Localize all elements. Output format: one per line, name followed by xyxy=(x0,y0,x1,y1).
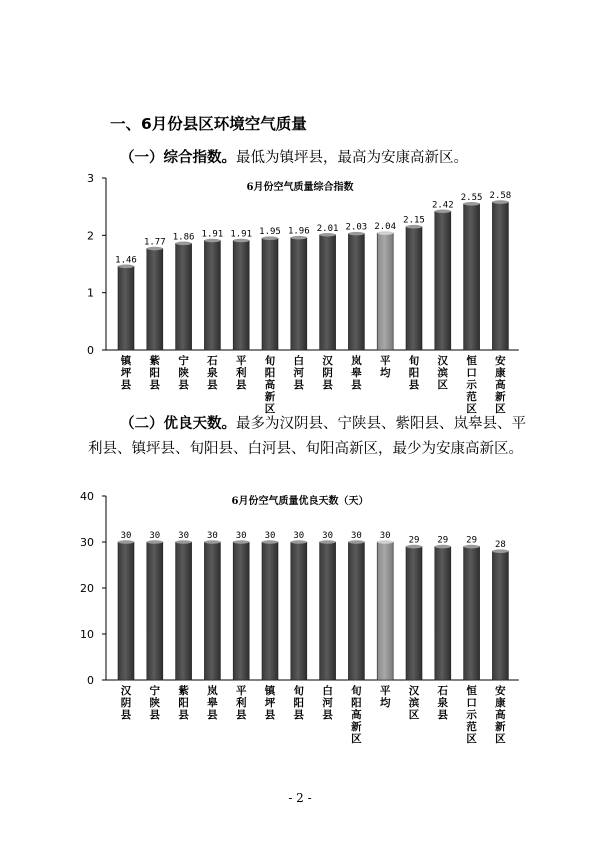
category-label-char: 区 xyxy=(264,403,276,415)
data-label: 28 xyxy=(494,540,506,551)
category-label-char: 高 xyxy=(351,709,362,721)
category-label-char: 县 xyxy=(322,709,333,721)
category-label-char: 利 xyxy=(235,367,247,379)
category-label-char: 县 xyxy=(149,709,161,721)
category-label-char: 县 xyxy=(264,709,276,721)
category-label-char: 陕 xyxy=(149,697,161,709)
category-label-char: 阴 xyxy=(120,697,132,709)
category-label-char: 岚 xyxy=(351,355,362,367)
category-label-char: 安 xyxy=(495,355,506,367)
data-label: 1.96 xyxy=(287,226,310,237)
category-label-char: 紫 xyxy=(178,685,189,697)
bar xyxy=(348,234,364,350)
bar xyxy=(262,542,278,680)
category-label-char: 县 xyxy=(207,709,218,721)
category-label-char: 利 xyxy=(235,697,247,709)
data-label: 30 xyxy=(178,531,190,541)
category-label-char: 县 xyxy=(178,709,189,721)
category-label-char: 平 xyxy=(379,685,391,697)
bar xyxy=(262,238,278,350)
bar xyxy=(406,227,422,350)
data-label: 30 xyxy=(379,531,391,541)
data-label: 29 xyxy=(408,535,420,546)
page-number: - 2 - xyxy=(288,791,312,805)
data-label: 30 xyxy=(235,531,247,541)
category-label-char: 县 xyxy=(120,379,132,391)
category-label-char: 石 xyxy=(437,685,449,697)
category-label-char: 范 xyxy=(466,391,477,403)
category-label-char: 县 xyxy=(351,379,362,391)
data-label: 2.04 xyxy=(374,222,397,233)
category-label-char: 高 xyxy=(264,379,276,391)
category-label-char: 阳 xyxy=(293,697,305,709)
category-label-char: 汉 xyxy=(322,355,333,367)
bar xyxy=(320,235,336,350)
bar xyxy=(435,547,451,680)
section-title: 一、6月份县区环境空气质量 xyxy=(110,115,307,133)
bar xyxy=(147,249,163,350)
data-label: 2.01 xyxy=(316,223,339,234)
data-label: 30 xyxy=(149,531,161,541)
bar xyxy=(176,243,192,350)
bar xyxy=(435,211,451,350)
bar xyxy=(464,547,480,680)
y-tick-label: 1 xyxy=(87,286,94,300)
category-label-char: 新 xyxy=(495,721,506,733)
category-label-char: 口 xyxy=(466,697,477,709)
bar xyxy=(118,266,134,350)
category-label-char: 石 xyxy=(207,355,218,367)
data-label: 30 xyxy=(120,531,132,541)
category-label-char: 镇 xyxy=(120,355,132,367)
category-label-char: 滨 xyxy=(437,367,449,379)
data-label: 2.15 xyxy=(403,215,425,226)
category-label-char: 坪 xyxy=(120,367,132,379)
paragraph-body: 最多为汉阴县、宁陕县、紫阳县、岚皋县、平利县、镇坪县、旬阳县、白河县、旬阳高新区，最少为安康高新区。 xyxy=(88,416,526,457)
category-label-char: 高 xyxy=(495,709,506,721)
y-tick-label: 30 xyxy=(80,536,94,549)
category-label-char: 阴 xyxy=(322,367,333,379)
bar xyxy=(233,240,249,350)
category-label-char: 县 xyxy=(322,379,333,391)
category-label-char: 区 xyxy=(466,733,477,745)
category-label-char: 平 xyxy=(379,355,391,367)
data-label: 1.86 xyxy=(172,232,195,243)
category-label-char: 均 xyxy=(379,367,391,379)
bar xyxy=(176,542,192,680)
data-label: 30 xyxy=(293,531,305,541)
category-label-char: 阳 xyxy=(264,367,276,379)
category-label-char: 旬 xyxy=(408,355,420,367)
category-label-char: 均 xyxy=(379,697,391,709)
y-tick-label: 10 xyxy=(80,628,94,641)
category-label-char: 汉 xyxy=(408,685,420,697)
category-label-char: 旬 xyxy=(264,355,276,367)
category-label-char: 口 xyxy=(466,367,477,379)
category-label-char: 示 xyxy=(466,379,477,391)
data-label: 30 xyxy=(350,531,362,541)
category-label-char: 河 xyxy=(293,367,305,379)
data-label: 2.42 xyxy=(431,200,454,211)
y-tick-label: 0 xyxy=(87,674,94,687)
category-label-char: 白 xyxy=(293,355,305,367)
bar xyxy=(492,202,508,350)
bar xyxy=(406,547,422,680)
good-days-chart xyxy=(0,484,600,744)
category-label-char: 县 xyxy=(235,379,247,391)
data-label: 29 xyxy=(466,535,478,546)
bar xyxy=(348,542,364,680)
paragraph-lead: （一）综合指数。 xyxy=(120,149,236,166)
category-label-char: 新 xyxy=(495,391,506,403)
category-label-char: 示 xyxy=(466,709,477,721)
category-label-char: 县 xyxy=(178,379,189,391)
data-label: 1.91 xyxy=(201,229,224,240)
category-label-char: 汉 xyxy=(120,685,132,697)
y-tick-label: 3 xyxy=(87,172,94,185)
category-label-char: 阳 xyxy=(351,697,362,709)
category-label-char: 区 xyxy=(495,403,506,415)
y-tick-label: 0 xyxy=(87,344,94,357)
bar xyxy=(377,542,393,680)
chart-title: 6月份空气质量优良天数（天） xyxy=(231,496,369,507)
category-label-char: 河 xyxy=(322,697,333,709)
data-label: 2.55 xyxy=(460,192,483,203)
category-label-char: 康 xyxy=(495,697,506,709)
category-label-char: 县 xyxy=(207,379,218,391)
data-label: 29 xyxy=(437,535,449,546)
bar xyxy=(492,551,508,680)
paragraph-composite-index xyxy=(120,146,468,167)
category-label-char: 平 xyxy=(235,355,247,367)
paragraph-indent xyxy=(88,416,120,432)
y-tick-label: 2 xyxy=(87,229,94,243)
category-label-char: 滨 xyxy=(408,697,420,709)
category-label-char: 旬 xyxy=(293,685,305,697)
category-label-char: 坪 xyxy=(264,697,276,709)
category-label-char: 皋 xyxy=(351,367,362,379)
bar xyxy=(464,204,480,350)
data-label: 1.95 xyxy=(259,227,281,238)
category-label-char: 区 xyxy=(351,733,362,745)
category-label-char: 县 xyxy=(120,709,132,721)
paragraph-good-days xyxy=(88,411,528,462)
category-label-char: 康 xyxy=(495,367,506,379)
data-label: 1.46 xyxy=(115,255,137,266)
bar xyxy=(377,233,393,350)
bar xyxy=(147,542,163,680)
category-label-char: 宁 xyxy=(178,355,189,367)
category-label-char: 紫 xyxy=(149,355,161,367)
bar xyxy=(118,542,134,680)
category-label-char: 县 xyxy=(149,379,161,391)
category-label-char: 平 xyxy=(235,685,247,697)
category-label-char: 旬 xyxy=(351,685,362,697)
category-label-char: 范 xyxy=(466,721,477,733)
bar xyxy=(291,542,307,680)
category-label-char: 阳 xyxy=(149,367,161,379)
category-label-char: 区 xyxy=(437,379,449,391)
category-label-char: 县 xyxy=(408,379,420,391)
data-label: 30 xyxy=(206,531,218,541)
bar xyxy=(291,238,307,350)
category-label-char: 阳 xyxy=(178,697,189,709)
data-label: 2.03 xyxy=(345,222,368,233)
data-label: 1.77 xyxy=(143,237,166,248)
category-label-char: 岚 xyxy=(207,685,218,697)
category-label-char: 区 xyxy=(466,403,477,415)
category-label-char: 恒 xyxy=(466,355,477,367)
category-label-char: 汉 xyxy=(437,355,449,367)
paragraph-body: 最低为镇坪县，最高为安康高新区。 xyxy=(236,150,468,166)
bar xyxy=(204,240,220,350)
category-label-char: 白 xyxy=(322,685,333,697)
bar xyxy=(204,542,220,680)
category-label-char: 县 xyxy=(293,379,305,391)
category-label-char: 阳 xyxy=(408,367,420,379)
category-label-char: 泉 xyxy=(207,367,218,379)
category-label-char: 县 xyxy=(437,709,449,721)
category-label-char: 宁 xyxy=(149,685,161,697)
composite-index-chart xyxy=(0,168,600,415)
category-label-char: 区 xyxy=(495,733,506,745)
category-label-char: 县 xyxy=(235,709,247,721)
category-label-char: 区 xyxy=(408,709,420,721)
category-label-char: 新 xyxy=(351,721,362,733)
data-label: 30 xyxy=(322,531,334,541)
y-tick-label: 40 xyxy=(80,490,94,503)
category-label-char: 安 xyxy=(495,685,506,697)
chart-title: 6月份空气质量综合指数 xyxy=(246,182,354,193)
category-label-char: 恒 xyxy=(466,685,477,697)
data-label: 2.58 xyxy=(489,191,512,202)
category-label-char: 高 xyxy=(495,379,506,391)
category-label-char: 泉 xyxy=(437,697,449,709)
category-label-char: 皋 xyxy=(207,697,218,709)
data-label: 30 xyxy=(264,531,276,541)
category-label-char: 新 xyxy=(264,391,276,403)
data-label: 1.91 xyxy=(230,229,253,240)
bar xyxy=(320,542,336,680)
category-label-char: 镇 xyxy=(264,685,276,697)
paragraph-lead: （二）优良天数。 xyxy=(120,415,236,432)
y-tick-label: 20 xyxy=(80,582,94,595)
category-label-char: 县 xyxy=(293,709,305,721)
category-label-char: 陕 xyxy=(178,367,189,379)
bar xyxy=(233,542,249,680)
